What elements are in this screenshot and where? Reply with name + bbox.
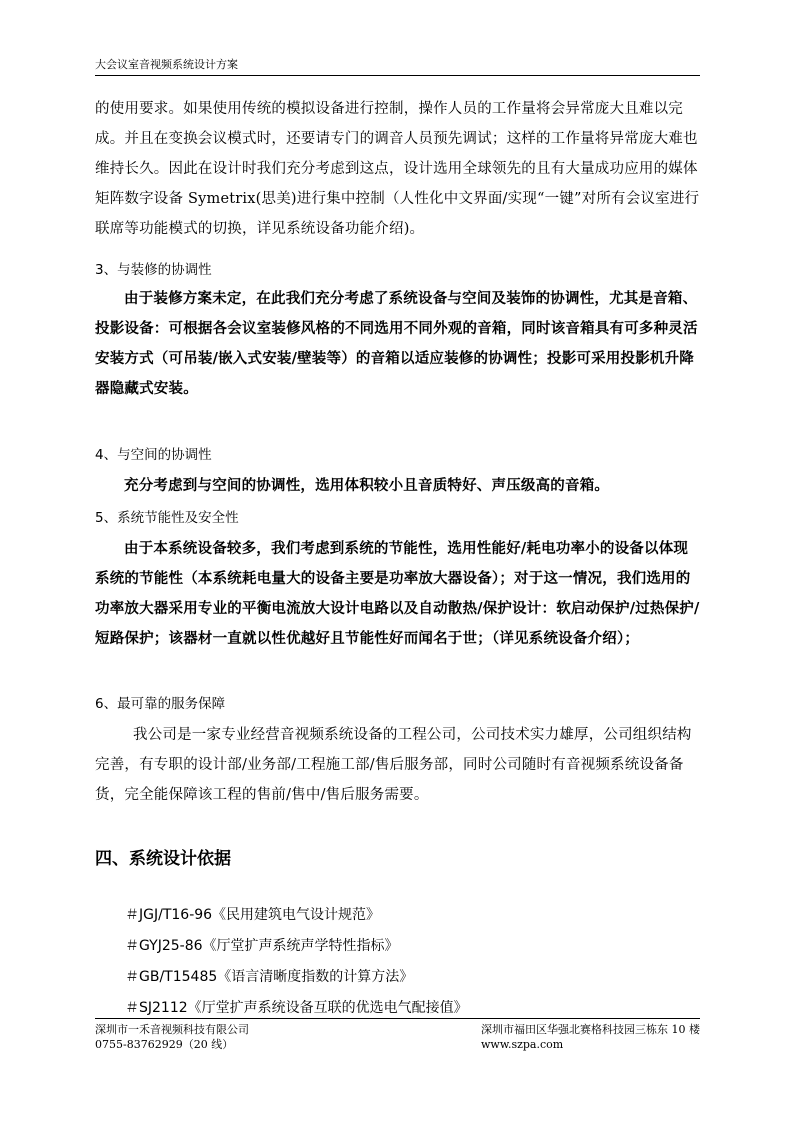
section-3-heading: 3、与装修的协调性 — [95, 262, 212, 278]
footer-company: 深圳市一禾音视频科技有限公司 — [95, 1023, 249, 1036]
header-title: 大会议室音视频系统设计方案 — [95, 58, 238, 71]
reference-list — [125, 905, 468, 1029]
section-5-heading: 5、系统节能性及安全性 — [95, 510, 239, 526]
page-header — [95, 57, 700, 76]
section-4-heading: 4、与空间的协调性 — [95, 447, 212, 463]
reference-item: ＃GB/T15485《语言清晰度指数的计算方法》 — [125, 969, 414, 985]
footer-left — [95, 1022, 249, 1052]
section-6-heading: 6、最可靠的服务保障 — [95, 696, 226, 712]
footer-address: 深圳市福田区华强北赛格科技园三栋东 10 楼 — [481, 1023, 700, 1036]
section-3-body: 由于装修方案未定，在此我们充分考虑了系统设备与空间及装饰的协调性，尤其是音箱、投影设备：可根据各会议室装修风格的不同选用不同外观的音箱，同时该音箱具有可多种灵活安装方式（可吊装/嵌入式安装/壁装等）的音箱以适应装修的协调性；投影可采用投影机升降器隐藏式安装。 — [95, 290, 698, 397]
section-5-body: 由于本系统设备较多，我们考虑到系统的节能性，选用性能好/耗电功率小的设备以体现系统的节能性（本系统耗电量大的设备主要是功率放大器设备）；对于这一情况，我们选用的功率放大器采用专业的平衡电流放大设计电路以及自动散热/保护设计：软启动保护/过热保护/短路保护；该器材一直就以性优越好且节能性好而闻名于世；（详见系统设备介绍）； — [95, 540, 700, 647]
section-4-body: 充分考虑到与空间的协调性，选用体积较小且音质特好、声压级高的音箱。 — [124, 477, 610, 494]
page-footer — [95, 1018, 700, 1052]
reference-item: ＃SJ2112《厅堂扩声系统设备互联的优选电气配接值》 — [125, 1000, 468, 1016]
footer-right — [481, 1022, 700, 1052]
footer-phone: 0755-83762929（20 线） — [95, 1038, 234, 1051]
intro-paragraph: 的使用要求。如果使用传统的模拟设备进行控制，操作人员的工作量将会异常庞大且难以完成。并且在变换会议模式时，还要请专门的调音人员预先调试；这样的工作量将异常庞大难也维持长久。因此在设计时我们充分考虑到这点，设计选用全球领先的且有大量成功应用的媒体矩阵数字设备 Symetrix(思美)进行集中控制（人性化中文界面/实现“一键”对所有会议室进行联席等功能模式的切换，详见系统设备功能介绍)。 — [95, 101, 700, 237]
reference-item: ＃GYJ25-86《厅堂扩声系统声学特性指标》 — [125, 938, 399, 954]
section-6-body: 我公司是一家专业经营音视频系统设备的工程公司，公司技术实力雄厚，公司组织结构完善，有专职的设计部/业务部/工程施工部/售后服务部，同时公司随时有音视频系统设备备货，完全能保障该工程的售前/售中/售后服务需要。 — [95, 727, 692, 803]
reference-item: ＃JGJ/T16-96《民用建筑电气设计规范》 — [125, 907, 381, 923]
section-four-title: 四、系统设计依据 — [95, 849, 231, 869]
footer-website: www.szpa.com — [481, 1038, 564, 1051]
